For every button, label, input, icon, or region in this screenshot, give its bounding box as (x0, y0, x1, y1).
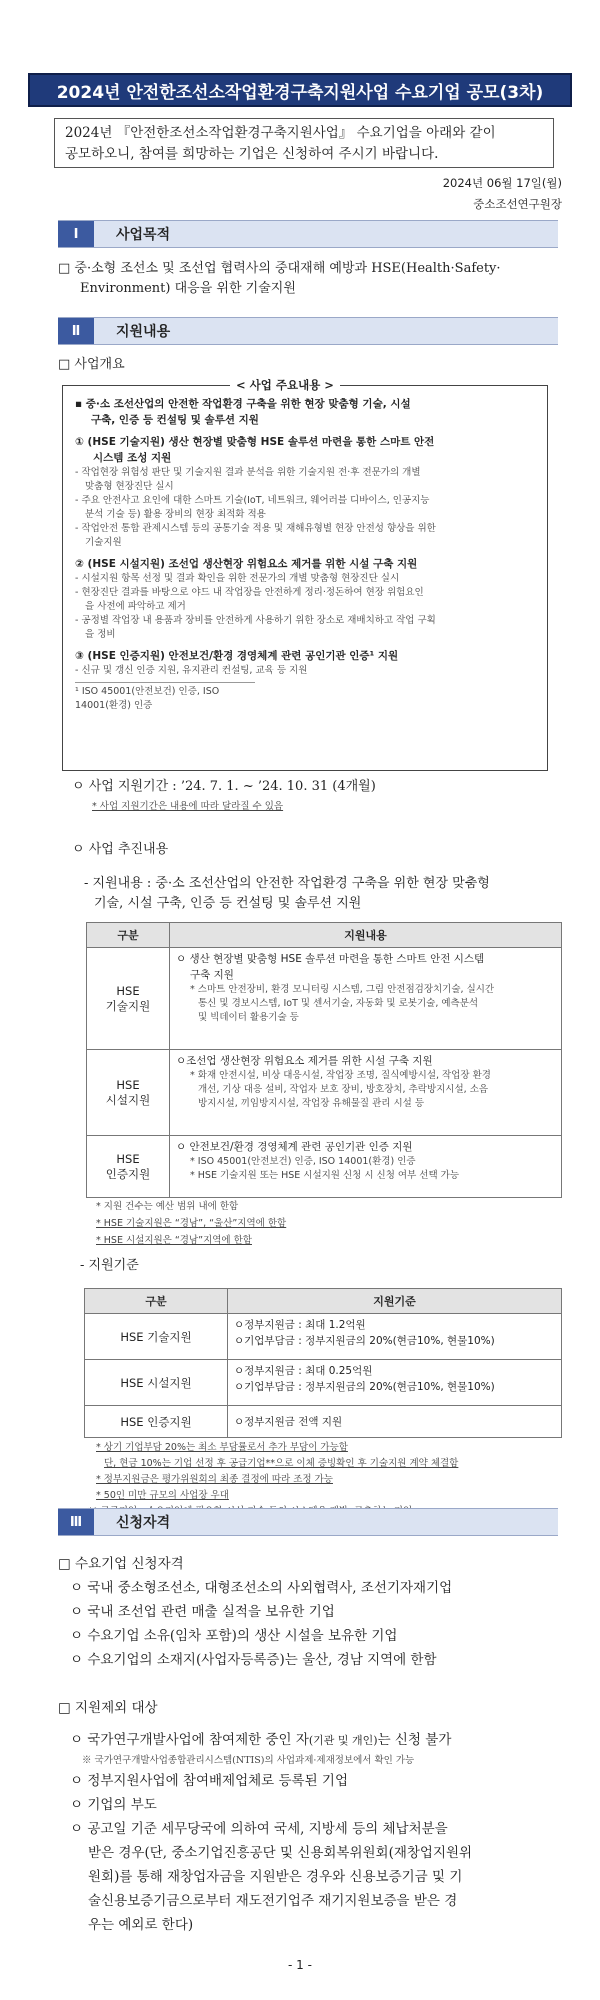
exclusion-item-1-end: 는 신청 불가 (377, 1732, 452, 1748)
promotion-heading: ㅇ 사업 추진내용 (72, 842, 169, 857)
criteria-note-3: * 50인 미만 규모의 사업장 우대 (96, 1490, 229, 1501)
support-content-table (86, 922, 562, 1198)
facility-content-b: * 화재 안전시설, 비상 대응시설, 작업장 조명, 질식예방시설, 작업장 환경 (190, 1070, 491, 1081)
cert-content-c: * HSE 기술지원 또는 HSE 시설지원 신청 시 신청 여부 선택 가능 (190, 1170, 460, 1181)
box-facility-item-1: - 시설지원 항목 선정 및 결과 확인을 위한 전문가의 개별 맞춤형 현장진단 실시 (75, 573, 400, 584)
table-notes (96, 1198, 286, 1249)
criteria-tech-a: ㅇ정부지원금 : 최대 1.2억원 (234, 1319, 366, 1331)
support-content-line-1: - 지원내용 : 중·소 조선산업의 안전한 작업환경 구축을 위한 현장 맞춤형 (84, 876, 490, 891)
facility-content-c: 개선, 기상 대응 설비, 작업자 보호 장비, 방호장치, 추락방지시설, 소음 (198, 1084, 489, 1095)
table-header-category: 구분 (87, 923, 170, 948)
table-header-content: 지원내용 (170, 923, 562, 948)
criteria-facility-b: ㅇ기업부담금 : 정부지원금의 20%(현금10%, 현물10%) (234, 1381, 495, 1393)
table-row (85, 1360, 562, 1406)
box-bullet-main-2: 구축, 인증 등 컨설팅 및 솔루션 지원 (91, 414, 259, 426)
box-facility-item-2b: 을 사전에 파악하고 제거 (85, 601, 186, 612)
criteria-facility-a: ㅇ정부지원금 : 최대 0.25억원 (234, 1365, 373, 1377)
eligibility-block (58, 1552, 452, 1672)
table-header-row (87, 923, 562, 948)
criteria-content-facility (228, 1360, 562, 1406)
exclusion-item-3: ㅇ 기업의 부도 (70, 1797, 157, 1813)
cert-content-a: ㅇ 안전보건/환경 경영체계 관련 공인기관 인증 지원 (176, 1141, 413, 1153)
criteria-label-cert: HSE 인증지원 (85, 1406, 228, 1438)
overview-heading: □ 사업개요 (58, 357, 125, 372)
row-label-facility: HSE 시설지원 (87, 1050, 170, 1136)
exclusion-item-4b: 받은 경우(단, 중소기업진흥공단 및 신용회복위원회(재창업지원위 (88, 1845, 473, 1861)
section-2-number: Ⅱ (58, 318, 94, 344)
box-tech-heading-2: 시스템 조성 지원 (93, 452, 172, 464)
section-3-header (58, 1508, 558, 1536)
tech-content-b: 구축 지원 (190, 969, 234, 981)
cert-content-b: * ISO 45001(안전보건) 인증, ISO 14001(환경) 인증 (190, 1156, 416, 1167)
intro-line-2: 공모하오니, 참여를 희망하는 기업은 신청하여 주시기 바랍니다. (65, 146, 439, 162)
box-bullet-main-1: ▪ 중·소 조선산업의 안전한 작업환경 구축을 위한 현장 맞춤형 기술, 시설 (75, 398, 411, 410)
key-content-caption: < 사업 주요내용 > (230, 377, 340, 393)
intro-line-1: 2024년 『안전한조선소작업환경구축지원사업』 수요기업을 아래와 같이 (65, 125, 496, 141)
exclusion-item-4d: 술신용보증기금으로부터 재도전기업주 재기지원보증을 받은 경 (88, 1893, 458, 1909)
criteria-content-cert (228, 1406, 562, 1438)
eligibility-item-3: ㅇ 수요기업 소유(임차 포함)의 생산 시설을 보유한 기업 (70, 1628, 398, 1644)
table-note-3: * HSE 시설지원은 “경남”지역에 한함 (96, 1235, 252, 1246)
row-content-cert (170, 1136, 562, 1198)
table-note-1: * 지원 건수는 예산 범위 내에 한함 (96, 1201, 239, 1212)
table-row (87, 1136, 562, 1198)
criteria-tech-b: ㅇ기업부담금 : 정부지원금의 20%(현금10%, 현물10%) (234, 1335, 495, 1347)
box-tech-item-3b: 기술지원 (85, 537, 122, 548)
box-tech-heading-1: ① (HSE 기술지원) 생산 현장별 맞춤형 HSE 솔루션 마련을 통한 스마트 안전 (75, 436, 435, 448)
box-cert-heading: ③ (HSE 인증지원) 안전보건/환경 경영체계 관련 공인기관 인증¹ 지원 (75, 650, 399, 662)
box-cert-footnote: ¹ ISO 45001(안전보건) 인증, ISO 14001(환경) 인증 (75, 682, 255, 713)
box-tech-item-1a: - 작업현장 위험성 판단 및 기술지원 결과 분석을 위한 기술지원 전·후 전문가의 개별 (75, 467, 421, 478)
exclusion-item-1-main: ㅇ 국가연구개발사업에 참여제한 중인 자 (70, 1732, 309, 1748)
box-tech-item-2a: - 주요 안전사고 요인에 대한 스마트 기술(IoT, 네트워크, 웨어러블 디바이스, 인공지능 (75, 495, 430, 506)
box-facility-item-3b: 을 정비 (85, 629, 116, 640)
row-label-tech: HSE 기술지원 (87, 948, 170, 1050)
facility-content-a: ㅇ조선업 생산현장 위험요소 제거를 위한 시설 구축 지원 (176, 1055, 433, 1067)
section-1-body (58, 259, 558, 299)
exclusion-item-4e: 우는 예외로 한다) (88, 1917, 194, 1933)
criteria-cert-a: ㅇ정부지원금 전액 지원 (234, 1415, 343, 1428)
criteria-header-standard: 지원기준 (228, 1289, 562, 1314)
issuer: 중소조선연구원장 (473, 197, 562, 211)
tech-content-e: 및 빅데이터 활용기술 등 (198, 1012, 299, 1023)
facility-content-d: 방지시설, 끼임방지시설, 작업장 유해물질 관리 시설 등 (198, 1098, 425, 1109)
box-tech-item-3a: - 작업안전 통합 관제시스템 등의 공통기술 적용 및 재해유형별 현장 안전성 향상을 위한 (75, 523, 436, 534)
purpose-line-2: Environment) 대응을 위한 기술지원 (80, 281, 296, 296)
exclusion-item-4a: ㅇ 공고일 기준 세무당국에 의하여 국세, 지방세 등의 체납처분을 (70, 1821, 448, 1837)
criteria-label-tech: HSE 기술지원 (85, 1314, 228, 1360)
criteria-heading: - 지원기준 (80, 1258, 139, 1273)
table-row (87, 948, 562, 1050)
page-number: - 1 - (288, 1958, 312, 1972)
exclusion-item-2: ㅇ 정부지원사업에 참여배제업체로 등록된 기업 (70, 1773, 348, 1789)
criteria-label-facility: HSE 시설지원 (85, 1360, 228, 1406)
section-2-header (58, 317, 558, 345)
purpose-line-1: □ 중·소형 조선소 및 조선업 협력사의 중대재해 예방과 HSE(Health·Safety· (58, 261, 501, 276)
box-cert-item-1: - 신규 및 갱신 인증 지원, 유지관리 컨설팅, 교육 등 지원 (75, 665, 308, 676)
criteria-table (84, 1288, 562, 1438)
eligibility-item-1: ㅇ 국내 중소형조선소, 대형조선소의 사외협력사, 조선기자재기업 (70, 1580, 453, 1596)
criteria-header-category: 구분 (85, 1289, 228, 1314)
intro-box (54, 118, 554, 168)
criteria-note-2: * 정부지원금은 평가위원회의 최종 결정에 따라 조정 가능 (96, 1474, 333, 1485)
section-1-number: Ⅰ (58, 221, 94, 247)
exclusion-item-4c: 원회)를 통해 재창업자금을 지원받은 경우와 신용보증기금 및 기 (88, 1869, 463, 1885)
row-content-facility (170, 1050, 562, 1136)
tech-content-a: ㅇ 생산 현장별 맞춤형 HSE 솔루션 마련을 통한 스마트 안전 시스템 (176, 953, 485, 965)
row-content-tech (170, 948, 562, 1050)
section-2-title: 지원내용 (116, 324, 171, 340)
section-3-number: Ⅲ (58, 1509, 94, 1535)
section-3-title: 신청자격 (116, 1515, 171, 1531)
tech-content-c: * 스마트 안전장비, 환경 모니터링 시스템, 그림 안전점검장치기술, 실시간 (190, 984, 495, 995)
row-label-cert: HSE 인증지원 (87, 1136, 170, 1198)
eligibility-item-4: ㅇ 수요기업의 소재지(사업자등록증)는 울산, 경남 지역에 한함 (70, 1652, 437, 1668)
table-row (85, 1314, 562, 1360)
page-title: 2024년 안전한조선소작업환경구축지원사업 수요기업 공모(3차) (28, 73, 572, 107)
exclusion-item-1-small: (기관 및 개인) (308, 1734, 378, 1747)
announcement-date: 2024년 06월 17일(월) (442, 176, 562, 190)
key-content-box (62, 385, 548, 771)
exclusion-heading: □ 지원제외 대상 (58, 1700, 158, 1716)
tech-content-d: 통신 및 경보시스템, IoT 및 센서기술, 자동화 및 로봇기술, 예측분석 (198, 998, 479, 1009)
exclusion-block (58, 1696, 578, 1937)
support-content-line-2: 기술, 시설 구축, 인증 등 컨설팅 및 솔루션 지원 (94, 896, 362, 911)
exclusion-item-1-note: ※ 국가연구개발사업종합관리시스템(NTIS)의 사업과제·제재정보에서 확인 가능 (82, 1755, 415, 1766)
box-facility-item-3a: - 공정별 작업장 내 용품과 장비를 안전하게 사용하기 위한 장소로 재배치하고 작업 구획 (75, 615, 436, 626)
section-1-title: 사업목적 (116, 227, 171, 243)
support-period: ㅇ 사업 지원기간 : ’24. 7. 1. ~ ’24. 10. 31 (4개월) (72, 779, 376, 794)
table-row (85, 1406, 562, 1438)
box-tech-item-2b: 분석 기술 등) 활용 장비의 현장 최적화 적용 (85, 509, 266, 520)
section-1-header (58, 220, 558, 248)
box-facility-heading: ② (HSE 시설지원) 조선업 생산현장 위험요소 제거를 위한 시설 구축 지원 (75, 558, 418, 570)
exclusion-item-1 (58, 1728, 578, 1753)
table-note-2: * HSE 기술지원은 “경남”, “울산”지역에 한함 (96, 1218, 287, 1229)
eligibility-item-2: ㅇ 국내 조선업 관련 매출 실적을 보유한 기업 (70, 1604, 335, 1620)
box-tech-item-1b: 맞춤형 현장진단 실시 (85, 481, 174, 492)
box-facility-item-2a: - 현장진단 결과를 바탕으로 야드 내 작업장을 안전하게 정리·정돈하여 현장 위험요인 (75, 587, 424, 598)
support-period-note: * 사업 지원기간은 내용에 따라 달라질 수 있음 (92, 801, 284, 812)
criteria-note-1b: 단, 현금 10%는 기업 선정 후 공급기업**으로 이체 증빙확인 후 기술지원 계약 체결함 (104, 1458, 459, 1469)
eligibility-heading: □ 수요기업 신청자격 (58, 1556, 184, 1572)
criteria-content-tech (228, 1314, 562, 1360)
table-header-row (85, 1289, 562, 1314)
table-row (87, 1050, 562, 1136)
criteria-note-1a: * 상기 기업부담 20%는 최소 부담률로서 추가 부담이 가능함 (96, 1442, 348, 1453)
support-content-text (84, 874, 574, 914)
